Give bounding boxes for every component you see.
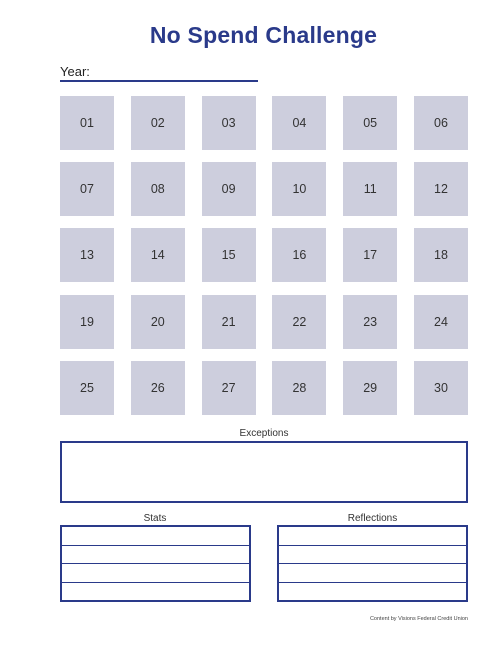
day-box-14[interactable]: 14 (131, 228, 185, 282)
exceptions-label: Exceptions (239, 428, 289, 439)
day-box-28[interactable]: 28 (272, 361, 326, 415)
day-box-13[interactable]: 13 (60, 228, 114, 282)
day-box-20[interactable]: 20 (131, 295, 185, 349)
stats-line[interactable] (62, 527, 249, 546)
day-box-10[interactable]: 10 (272, 162, 326, 216)
day-box-02[interactable]: 02 (131, 96, 185, 150)
day-box-03[interactable]: 03 (202, 96, 256, 150)
day-box-30[interactable]: 30 (414, 361, 468, 415)
day-box-12[interactable]: 12 (414, 162, 468, 216)
day-box-18[interactable]: 18 (414, 228, 468, 282)
day-box-05[interactable]: 05 (343, 96, 397, 150)
day-box-25[interactable]: 25 (60, 361, 114, 415)
day-box-26[interactable]: 26 (131, 361, 185, 415)
day-box-27[interactable]: 27 (202, 361, 256, 415)
day-box-11[interactable]: 11 (343, 162, 397, 216)
day-box-21[interactable]: 21 (202, 295, 256, 349)
stats-line[interactable] (62, 564, 249, 583)
day-box-07[interactable]: 07 (60, 162, 114, 216)
day-grid (60, 96, 468, 415)
page-title: No Spend Challenge (149, 22, 378, 48)
year-write-line[interactable] (60, 80, 258, 82)
exceptions-box[interactable] (60, 441, 468, 503)
year-label: Year: (60, 64, 90, 79)
stats-line[interactable] (62, 583, 249, 601)
reflections-line[interactable] (279, 564, 466, 583)
day-box-24[interactable]: 24 (414, 295, 468, 349)
day-box-16[interactable]: 16 (272, 228, 326, 282)
day-box-09[interactable]: 09 (202, 162, 256, 216)
reflections-box[interactable] (277, 525, 468, 602)
stats-label: Stats (143, 513, 167, 524)
day-box-29[interactable]: 29 (343, 361, 397, 415)
reflections-label: Reflections (347, 513, 398, 524)
day-box-17[interactable]: 17 (343, 228, 397, 282)
reflections-line[interactable] (279, 527, 466, 546)
reflections-line[interactable] (279, 583, 466, 601)
day-box-23[interactable]: 23 (343, 295, 397, 349)
day-box-19[interactable]: 19 (60, 295, 114, 349)
day-box-04[interactable]: 04 (272, 96, 326, 150)
day-box-06[interactable]: 06 (414, 96, 468, 150)
reflections-line[interactable] (279, 546, 466, 565)
day-box-01[interactable]: 01 (60, 96, 114, 150)
day-box-15[interactable]: 15 (202, 228, 256, 282)
day-box-08[interactable]: 08 (131, 162, 185, 216)
stats-line[interactable] (62, 546, 249, 565)
day-box-22[interactable]: 22 (272, 295, 326, 349)
credit-text: Content by Visions Federal Credit Union (369, 616, 468, 622)
stats-box[interactable] (60, 525, 251, 602)
